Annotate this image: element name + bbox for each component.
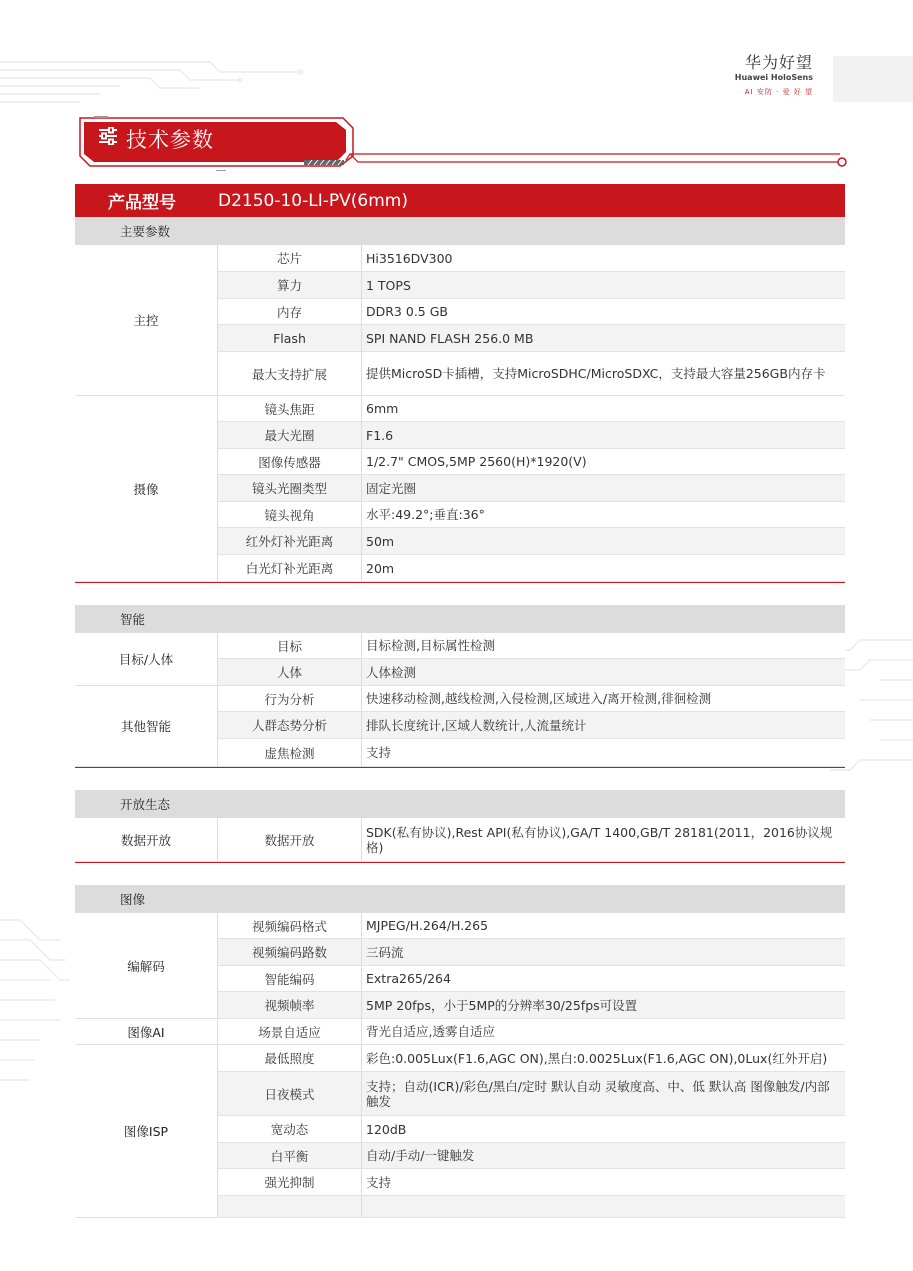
group-rows xyxy=(218,396,845,582)
spec-value: 支持 xyxy=(366,745,392,760)
spec-name: 视频编码路数 xyxy=(218,939,362,965)
spec-value: 三码流 xyxy=(366,944,404,960)
spec-name: 虚焦检测 xyxy=(218,739,362,766)
spec-row xyxy=(218,659,845,686)
spec-row xyxy=(218,245,845,272)
group-label: 主控 xyxy=(75,245,218,396)
spec-group xyxy=(75,396,845,583)
spec-value: 排队长度统计,区域人数统计,人流量统计 xyxy=(366,717,587,733)
model-label: 产品型号 xyxy=(108,193,176,213)
category-header: 开放生态 xyxy=(75,790,845,818)
spec-row xyxy=(218,272,845,299)
spec-name: 人体 xyxy=(218,659,362,685)
spec-row xyxy=(218,1045,845,1072)
spec-value: 固定光圈 xyxy=(366,480,417,496)
spec-row xyxy=(218,528,845,555)
spec-value: 水平:49.2°;垂直:36° xyxy=(366,507,485,522)
group-rows xyxy=(218,686,845,767)
spec-value: 1 TOPS xyxy=(366,277,411,293)
spec-name: 白平衡 xyxy=(218,1143,362,1168)
spec-group xyxy=(75,1019,845,1045)
group-label: 编解码 xyxy=(75,913,218,1019)
spec-value: 支持；自动(ICR)/彩色/黑白/定时 默认自动 灵敏度高、中、低 默认高 图像触发/内部触发 xyxy=(366,1078,830,1109)
spec-name: 内存 xyxy=(218,299,362,324)
spec-value: F1.6 xyxy=(366,427,394,443)
spec-value: SPI NAND FLASH 256.0 MB xyxy=(366,330,534,346)
spec-name: 智能编码 xyxy=(218,966,362,991)
spec-table xyxy=(75,184,845,1218)
spec-row xyxy=(218,1072,845,1116)
spec-name: 镜头视角 xyxy=(218,502,362,527)
spec-group xyxy=(75,686,845,768)
spec-row xyxy=(218,939,845,966)
logo-cn-text: 华为好望 xyxy=(744,53,813,72)
spec-group xyxy=(75,913,845,1019)
group-rows xyxy=(218,1019,845,1045)
spec-name: 芯片 xyxy=(218,245,362,271)
block-spacer xyxy=(75,583,845,605)
spec-value: DDR3 0.5 GB xyxy=(366,304,448,319)
spec-name: 人群态势分析 xyxy=(218,712,362,738)
spec-row xyxy=(218,712,845,739)
category-header: 图像 xyxy=(75,885,845,913)
spec-value: 提供MicroSD卡插槽，支持MicroSDHC/MicroSDXC，支持最大容量256GB内存卡 xyxy=(366,366,826,381)
model-row xyxy=(75,184,845,217)
spec-row xyxy=(218,449,845,475)
spec-name: 强光抑制 xyxy=(218,1169,362,1195)
section-title: 技术参数 xyxy=(126,128,214,152)
group-label: 数据开放 xyxy=(75,818,218,862)
spec-value: 50m xyxy=(366,533,395,549)
spec-value: 人体检测 xyxy=(366,664,417,680)
spec-value: 5MP 20fps，小于5MP的分辨率30/25fps可设置 xyxy=(366,997,638,1013)
spec-row xyxy=(218,502,845,528)
spec-row xyxy=(218,422,845,449)
spec-name: 行为分析 xyxy=(218,686,362,711)
spec-row xyxy=(218,396,845,422)
spec-group xyxy=(75,818,845,863)
spec-value xyxy=(362,1196,845,1217)
spec-name: 日夜模式 xyxy=(218,1072,362,1115)
spec-row xyxy=(218,299,845,325)
spec-name: 图像传感器 xyxy=(218,449,362,474)
spec-blocks xyxy=(75,217,845,1218)
spec-group xyxy=(75,1045,845,1218)
spec-group xyxy=(75,245,845,396)
group-rows xyxy=(218,1045,845,1218)
spec-row xyxy=(218,325,845,352)
group-label: 摄像 xyxy=(75,396,218,582)
logo-side-tab xyxy=(833,56,913,102)
spec-row xyxy=(218,555,845,582)
group-label: 图像AI xyxy=(75,1019,218,1045)
spec-name: 最低照度 xyxy=(218,1045,362,1071)
spec-row xyxy=(218,1116,845,1143)
group-rows xyxy=(218,245,845,396)
spec-name: 宽动态 xyxy=(218,1116,362,1142)
spec-name xyxy=(218,1196,362,1217)
spec-row xyxy=(218,633,845,659)
group-label: 图像ISP xyxy=(75,1045,218,1218)
group-label: 其他智能 xyxy=(75,686,218,767)
spec-name: 视频编码格式 xyxy=(218,913,362,938)
spec-value: 20m xyxy=(366,560,395,576)
spec-value: Extra265/264 xyxy=(366,971,451,986)
spec-row xyxy=(218,966,845,992)
logo-en-text: Huawei HoloSens xyxy=(734,73,813,82)
block-spacer xyxy=(75,768,845,790)
spec-name: 红外灯补光距离 xyxy=(218,528,362,554)
spec-row xyxy=(218,475,845,502)
spec-row xyxy=(218,1019,845,1045)
spec-value: Hi3516DV300 xyxy=(366,250,453,266)
spec-name: 最大支持扩展 xyxy=(218,352,362,395)
spec-value: 目标检测,目标属性检测 xyxy=(366,638,495,653)
spec-name: 算力 xyxy=(218,272,362,298)
category-header: 智能 xyxy=(75,605,845,633)
settings-sliders-icon xyxy=(98,127,118,145)
group-rows xyxy=(218,633,845,686)
spec-name: 数据开放 xyxy=(218,818,362,861)
spec-group xyxy=(75,633,845,686)
spec-value: 1/2.7" CMOS,5MP 2560(H)*1920(V) xyxy=(366,454,587,469)
spec-name: 目标 xyxy=(218,633,362,658)
spec-row xyxy=(218,818,845,862)
section-header xyxy=(78,108,848,168)
spec-value: MJPEG/H.264/H.265 xyxy=(366,918,489,933)
spec-row xyxy=(218,1143,845,1169)
spec-value: 6mm xyxy=(366,401,399,416)
spec-value: 支持 xyxy=(366,1174,392,1190)
spec-value: SDK(私有协议),Rest API(私有协议),GA/T 1400,GB/T 28181(2011，2016协议规格) xyxy=(366,824,833,855)
spec-row xyxy=(218,1196,845,1218)
spec-value: 自动/手动/一键触发 xyxy=(366,1148,475,1163)
spec-name: 场景自适应 xyxy=(218,1019,362,1044)
logo-slogan: AI 安防 · 爱 好 望 xyxy=(744,88,813,96)
spec-row xyxy=(218,1169,845,1196)
category-header: 主要参数 xyxy=(75,217,845,245)
spec-row xyxy=(218,686,845,712)
spec-name: 最大光圈 xyxy=(218,422,362,448)
spec-value: 背光自适应,透雾自适应 xyxy=(366,1024,495,1039)
group-rows xyxy=(218,913,845,1019)
block-spacer xyxy=(75,863,845,885)
spec-name: 白光灯补光距离 xyxy=(218,555,362,581)
spec-value: 彩色:0.005Lux(F1.6,AGC ON),黑白:0.0025Lux(F1.6,AGC ON),0Lux(红外开启) xyxy=(366,1050,828,1066)
spec-row xyxy=(218,992,845,1019)
spec-name: 镜头焦距 xyxy=(218,396,362,421)
group-rows xyxy=(218,818,845,862)
spec-value: 120dB xyxy=(366,1121,407,1137)
brand-logo xyxy=(735,54,813,100)
spec-row xyxy=(218,352,845,396)
spec-name: Flash xyxy=(218,325,362,351)
spec-value: 快速移动检测,越线检测,入侵检测,区域进入/离开检测,徘徊检测 xyxy=(366,691,712,706)
spec-row xyxy=(218,739,845,767)
spec-name: 镜头光圈类型 xyxy=(218,475,362,501)
spec-row xyxy=(218,913,845,939)
spec-name: 视频帧率 xyxy=(218,992,362,1018)
model-value: D2150-10-LI-PV(6mm) xyxy=(218,190,408,211)
group-label: 目标/人体 xyxy=(75,633,218,686)
